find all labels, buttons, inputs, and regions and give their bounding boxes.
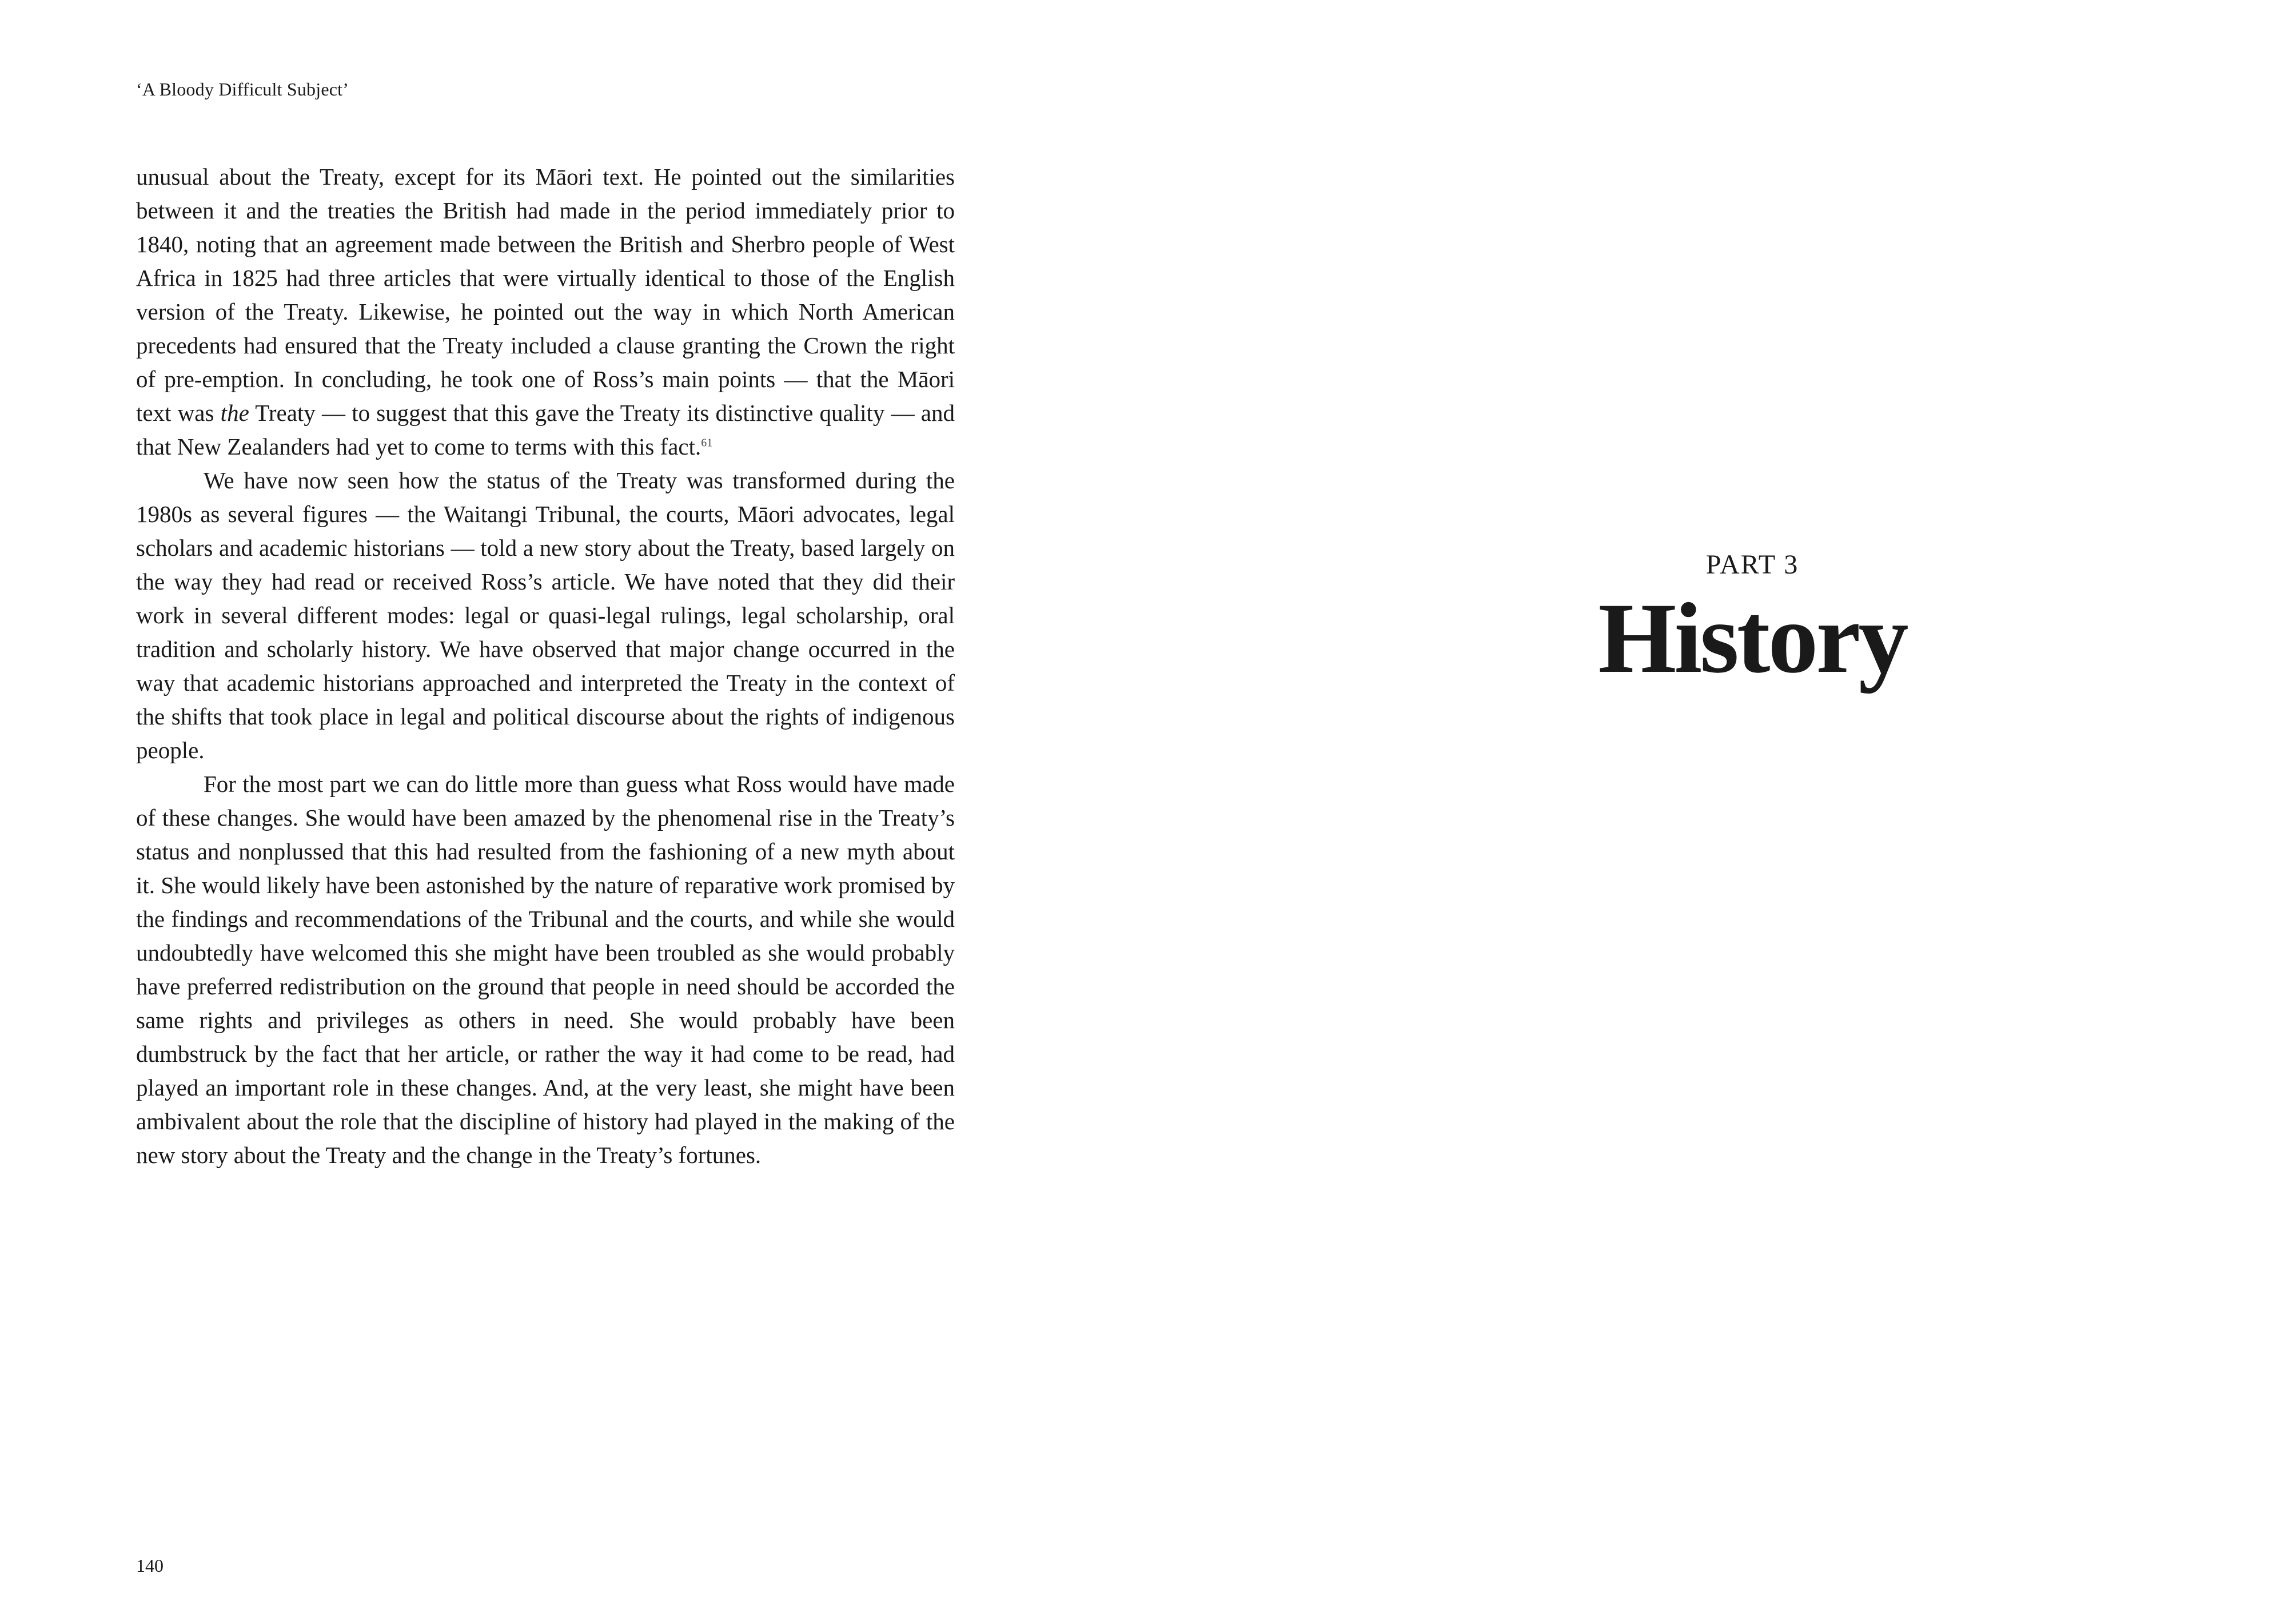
body-text [136, 160, 955, 1172]
page-number: 140 [136, 1555, 164, 1576]
running-head: ‘A Bloody Difficult Subject’ [136, 79, 349, 99]
paragraph-3: For the most part we can do little more than guess what Ross would have made of these changes. She would have been amazed by the phenomenal rise in the Treaty’s status and nonplussed that this had resulted from the fashioning of a new myth about it. She would likely have been astonished by the nature of reparative work promised by the findings and recommendations of the Tribunal and the courts, and while she would undoubtedly have welcomed this she might have been troubled as she would probably have preferred redistribution on the ground that people in need should be accorded the same rights and privileges as others in need. She would probably have been dumbstruck by the fact that her article, or rather the way it had come to be read, had played an important role in these changes. And, at the very least, she might have been ambivalent about the role that the discipline of history had played in the making of the new story about the Treaty and the change in the Treaty’s fortunes. [136, 771, 955, 1168]
paragraph-1 [136, 160, 955, 464]
right-page [1148, 0, 2296, 1621]
paragraph-1-text-start: unusual about the Treaty, except for its Māori text. He pointed out the similarities between it and the treaties the British had made in the period immediately prior to 1840, noting that an agreement made between the British and Sherbro people of West Africa in 1825 had three articles that were virtually identical to those of the English version of the Treaty. Likewise, he pointed out the way in which North American precedents had ensured that the Treaty included a clause granting the Crown the right of pre-emption. In concluding, he took one of Ross’s main points — that the Māori text was [136, 164, 955, 426]
part-heading [1572, 549, 1932, 693]
paragraph-1-text-end: Treaty — to suggest that this gave the Treaty its distinctive quality — and that New Zealanders had yet to come to terms with this fact. [136, 400, 955, 460]
part-label: PART 3 [1705, 549, 1799, 580]
paragraph-1-emphasis: the [220, 400, 249, 426]
footnote-marker[interactable]: 61 [701, 436, 713, 449]
part-title: History [1598, 583, 1907, 694]
paragraph-2: We have now seen how the status of the Treaty was transformed during the 1980s as several figures — the Waitangi Tribunal, the courts, Māori advocates, legal scholars and academic historians — told a new story about the Treaty, based largely on the way they had read or received Ross’s article. We have noted that they did their work in several different modes: legal or quasi-legal rulings, legal scholarship, oral tradition and scholarly history. We have observed that major change occurred in the way that academic historians approached and interpreted the Treaty in the context of the shifts that took place in legal and political discourse about the rights of indigenous people. [136, 467, 955, 763]
